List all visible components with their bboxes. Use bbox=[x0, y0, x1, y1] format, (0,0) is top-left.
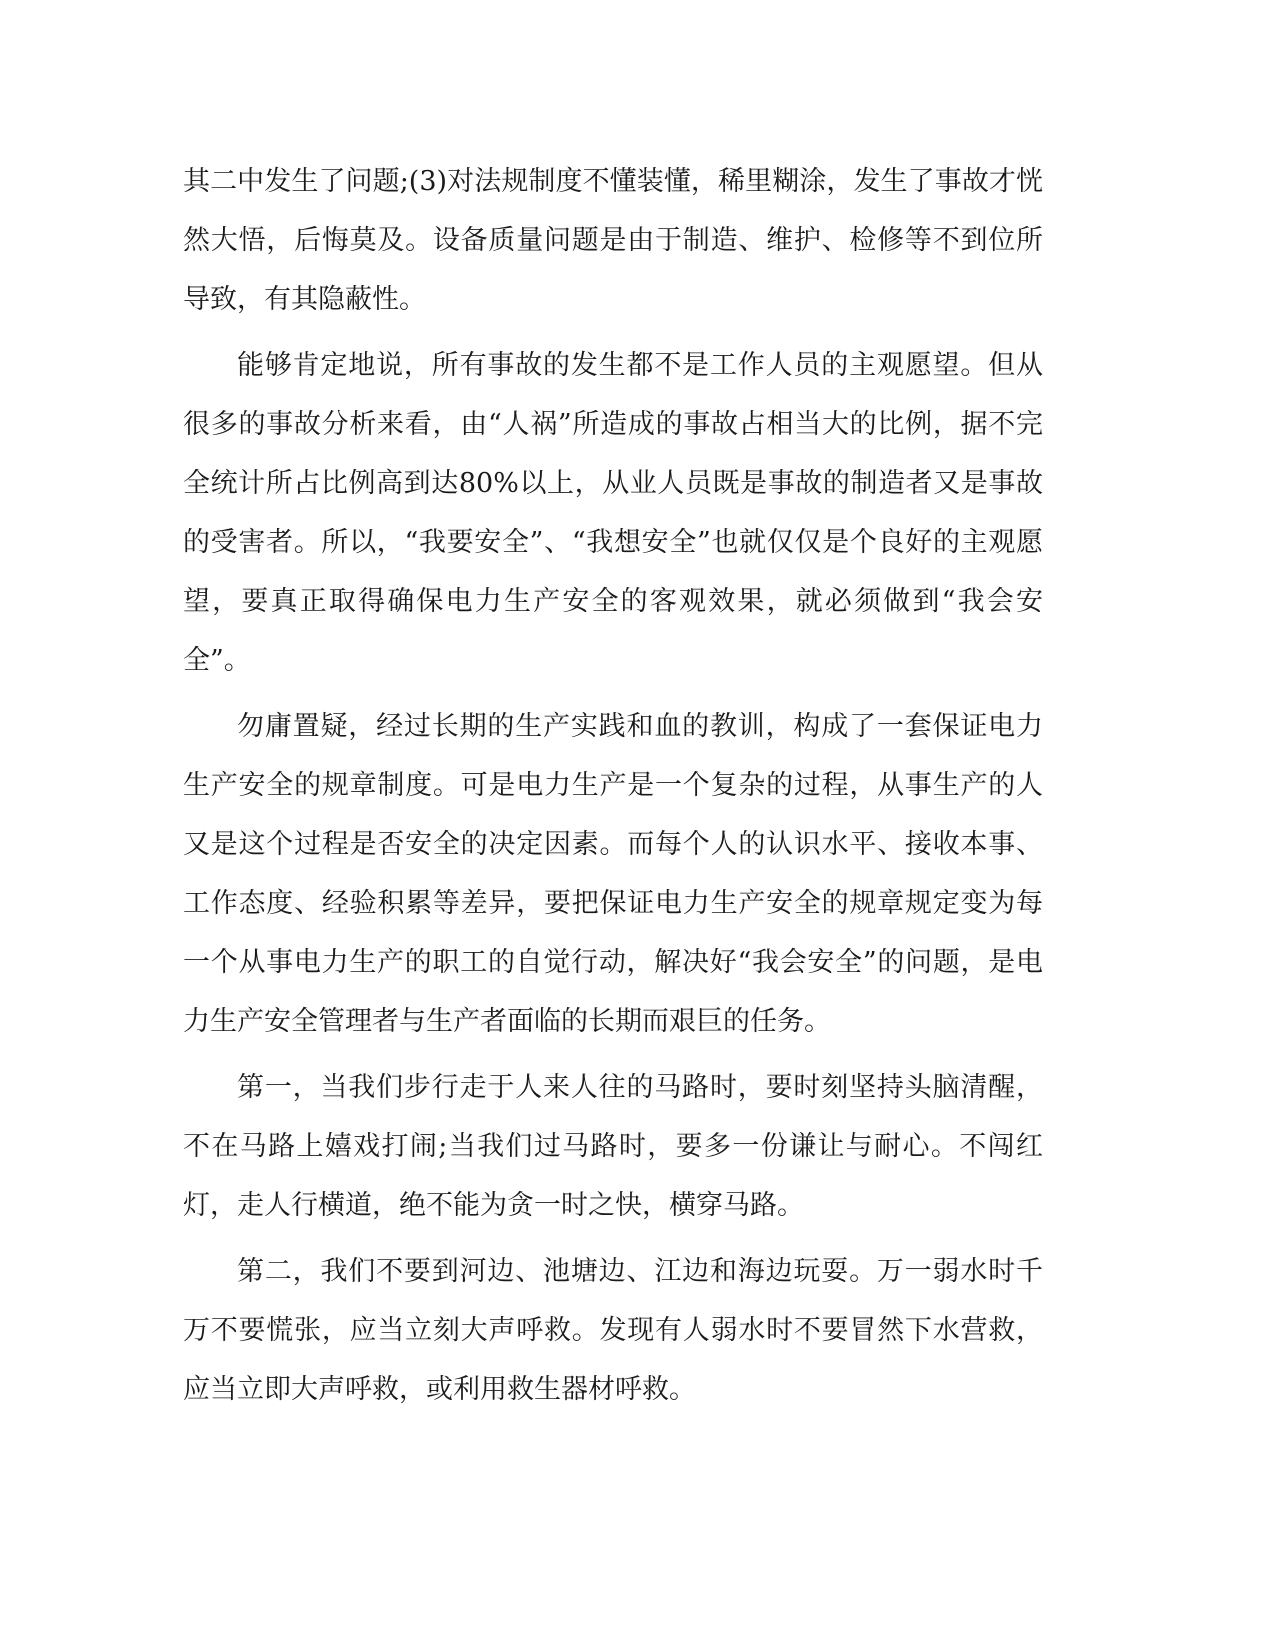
paragraph-4: 第一，当我们步行走于人来人往的马路时，要时刻坚持头脑清醒，不在马路上嬉戏打闹;当我们过马路时，要多一份谦让与耐心。不闯红灯，走人行横道，绝不能为贪一时之快，横穿马路。 bbox=[183, 1072, 1043, 1221]
paragraph-1: 其二中发生了问题;(3)对法规制度不懂装懂，稀里糊涂，发生了事故才恍然大悟，后悔莫及。设备质量问题是由于制造、维护、检修等不到位所导致，有其隐蔽性。 bbox=[183, 166, 1043, 315]
document-body bbox=[183, 152, 1043, 1426]
paragraph-2: 能够肯定地说，所有事故的发生都不是工作人员的主观愿望。但从很多的事故分析来看，由“人祸”所造成的事故占相当大的比例，据不完全统计所占比例高到达80%以上，从业人员既是事故的制造者又是事故的受害者。所以，“我要安全”、“我想安全”也就仅仅是个良好的主观愿望，要真正取得确保电力生产安全的客观效果，就必须做到“我会安全”。 bbox=[183, 350, 1043, 676]
paragraph-3: 勿庸置疑，经过长期的生产实践和血的教训，构成了一套保证电力生产安全的规章制度。可是电力生产是一个复杂的过程，从事生产的人又是这个过程是否安全的决定因素。而每个人的认识水平、接收本事、工作态度、经验积累等差异，要把保证电力生产安全的规章规定变为每一个从事电力生产的职工的自觉行动，解决好“我会安全”的问题，是电力生产安全管理者与生产者面临的长期而艰巨的任务。 bbox=[183, 711, 1043, 1037]
paragraph-5: 第二，我们不要到河边、池塘边、江边和海边玩耍。万一弱水时千万不要慌张，应当立刻大声呼救。发现有人弱水时不要冒然下水营救，应当立即大声呼救，或利用救生器材呼救。 bbox=[183, 1256, 1043, 1405]
